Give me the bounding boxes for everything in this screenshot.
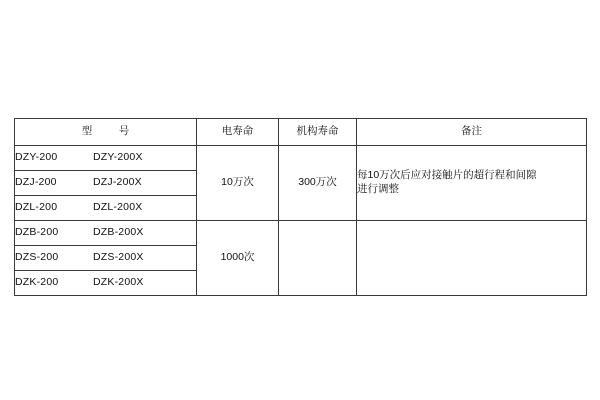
model-primary: DZS-200: [15, 251, 59, 264]
model-primary: DZK-200: [15, 276, 59, 289]
model-cell: [15, 271, 197, 296]
electrical-life-group-2: 1000次: [197, 221, 279, 296]
model-cell: [15, 196, 197, 221]
table-row: [15, 221, 587, 246]
remark-line-2: 进行调整: [357, 183, 399, 195]
model-secondary: DZJ-200X: [93, 176, 142, 189]
model-cell: [15, 146, 197, 171]
specification-table: [14, 118, 587, 296]
model-secondary: DZK-200X: [93, 276, 144, 289]
mechanical-life-group-2-empty: [279, 221, 357, 296]
model-secondary: DZY-200X: [93, 151, 143, 164]
header-electrical-life: 电寿命: [197, 119, 279, 146]
spec-table-container: [14, 118, 586, 296]
model-cell: [15, 221, 197, 246]
header-model-label: 型 号: [81, 125, 138, 138]
model-secondary: DZS-200X: [93, 251, 144, 264]
table-row: [15, 146, 587, 171]
table-header-row: [15, 119, 587, 146]
mechanical-life-group-1: 300万次: [279, 146, 357, 221]
remark-line-1: 每10万次后应对接触片的超行程和间隙: [357, 169, 537, 182]
model-primary: DZL-200: [15, 201, 58, 214]
model-primary: DZB-200: [15, 226, 59, 239]
model-cell: [15, 171, 197, 196]
header-remark: 备注: [357, 119, 587, 146]
model-cell: [15, 246, 197, 271]
remark-group-2-empty: [357, 221, 587, 296]
header-mechanical-life: 机构寿命: [279, 119, 357, 146]
model-primary: DZJ-200: [15, 176, 57, 189]
model-secondary: DZB-200X: [93, 226, 144, 239]
model-secondary: DZL-200X: [93, 201, 143, 214]
model-primary: DZY-200: [15, 151, 58, 164]
remark-group-1: [357, 146, 587, 221]
electrical-life-group-1: 10万次: [197, 146, 279, 221]
header-model: [15, 119, 197, 146]
